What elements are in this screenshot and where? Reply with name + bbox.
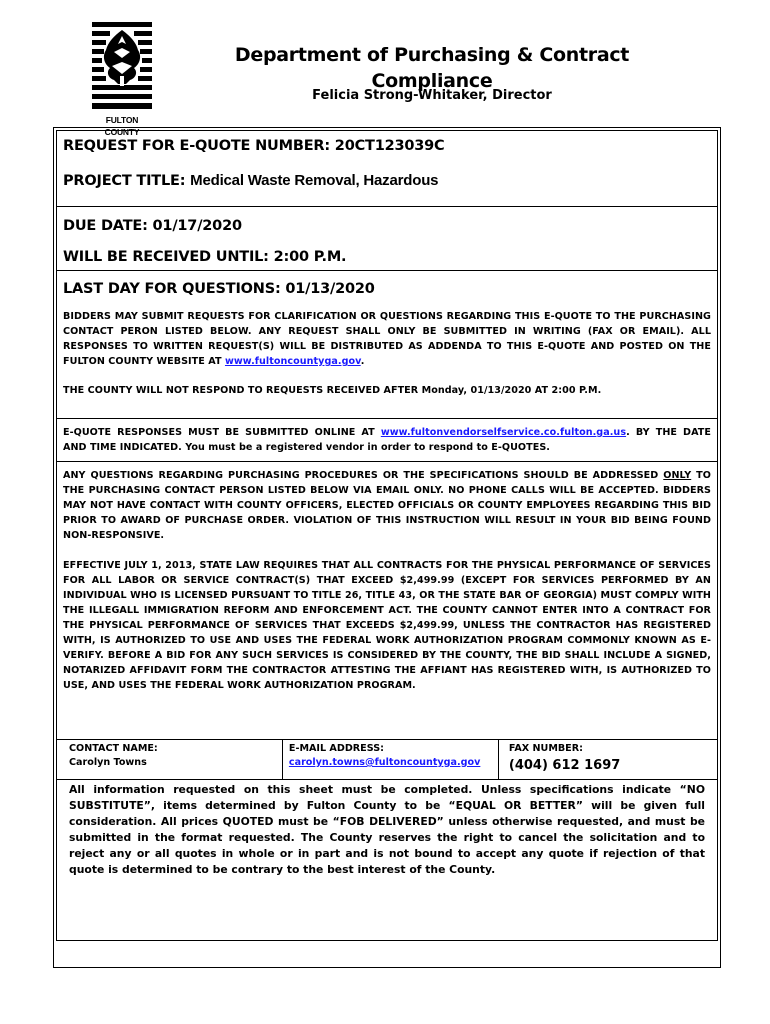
contact-section bbox=[57, 740, 717, 780]
submission-text: E-QUOTE RESPONSES MUST BE SUBMITTED ONLINE AT bbox=[63, 427, 381, 438]
quote-section bbox=[57, 131, 717, 207]
procedures-text-a: ANY QUESTIONS REGARDING PURCHASING PROCEDURES OR THE SPECIFICATIONS SHOULD BE ADDRESSED bbox=[63, 470, 664, 481]
contact-name-cell bbox=[63, 740, 283, 779]
project-label: PROJECT TITLE: bbox=[63, 173, 191, 189]
procedures-section bbox=[57, 462, 717, 740]
vendor-self-service-link[interactable]: www.fultonvendorselfservice.co.fulton.ga.us bbox=[380, 427, 627, 438]
email-cell bbox=[283, 740, 499, 779]
due-section bbox=[57, 207, 717, 271]
contact-name-value: Carolyn Towns bbox=[69, 757, 147, 768]
department-title: Department of Purchasing & Contract Compliance bbox=[234, 44, 630, 92]
procedures-text-b: TO THE PURCHASING CONTACT PERSON LISTED BELOW VIA EMAIL ONLY. NO PHONE CALLS WILL BE ACCEPTED. BIDDERS MAY NOT HAVE CONTACT WITH COUNTY OFFICERS, ELECTED OFFICIALS OR COUNTY EMPLOYEES REGARDING THIS BID PRIOR TO AWARD OF PURCHASE ORDER. VIOLATION OF THIS INSTRUCTION WILL RESULT IN YOUR BID BEING FOUND NON-RESPONSIVE. bbox=[63, 470, 711, 541]
only-emphasis: ONLY bbox=[663, 470, 692, 481]
terms-paragraph: All information requested on this sheet must be completed. Unless specifications indicate “NO SUBSTITUTE”, items determined by Fulton County to be “EQUAL OR BETTER” will be given full consideration. All prices QUOTED must be “FOB DELIVERED” unless otherwise requested, and must be submitted in the format requested. The County reserves the right to cancel the solicitation and to reject any or all quotes in whole or in part and is not bound to accept any quote if rejection of that quote is determined to be contrary to the best interest of the County. bbox=[69, 783, 705, 876]
last-day-questions: LAST DAY FOR QUESTIONS: 01/13/2020 bbox=[63, 281, 375, 297]
project-title: Medical Waste Removal, Hazardous bbox=[190, 172, 439, 189]
fulton-website-link[interactable]: www.fultoncountyga.gov bbox=[224, 356, 361, 367]
fulton-county-logo bbox=[88, 22, 156, 137]
questions-text: BIDDERS MAY SUBMIT REQUESTS FOR CLARIFICATION OR QUESTIONS REGARDING THIS E-QUOTE TO THE PURCHASING CONTACT PERON LISTED BELOW. ANY REQUEST SHALL ONLY BE SUBMITTED IN WRITING (FAX OR EMAIL). ALL RESPONSES TO WRITTEN REQUEST(S) WILL BE DISTRIBUTED AS ADDENDA TO THIS E-QUOTE AND POSTED ON THE FULTON COUNTY WEBSITE AT bbox=[63, 311, 711, 367]
contact-email-link[interactable]: carolyn.towns@fultoncountyga.gov bbox=[288, 757, 481, 768]
project-title-line bbox=[63, 171, 711, 191]
quote-number: REQUEST FOR E-QUOTE NUMBER: 20CT123039C bbox=[63, 138, 445, 154]
email-label: E-MAIL ADDRESS: bbox=[288, 743, 384, 754]
fax-number: (404) 612 1697 bbox=[508, 758, 621, 773]
questions-text-end: . bbox=[360, 356, 365, 367]
submission-section bbox=[57, 419, 717, 462]
contact-name-label: CONTACT NAME: bbox=[69, 743, 158, 754]
no-response-notice: THE COUNTY WILL NOT RESPOND TO REQUESTS RECEIVED AFTER Monday, 01/13/2020 AT 2:00 P.M. bbox=[63, 385, 602, 396]
page-header bbox=[0, 0, 770, 137]
logo-emblem-icon bbox=[88, 22, 156, 114]
fax-cell bbox=[499, 740, 711, 779]
due-date: DUE DATE: 01/17/2020 bbox=[63, 218, 242, 234]
director-name: Felicia Strong-Whitaker, Director bbox=[312, 88, 552, 103]
terms-section bbox=[57, 780, 717, 940]
fax-label: FAX NUMBER: bbox=[508, 743, 583, 754]
form-body bbox=[56, 130, 718, 941]
logo-caption: FULTON COUNTY bbox=[104, 115, 140, 137]
submission-text-end: . BY THE DATE AND TIME INDICATED. You must be a registered vendor in order to respond to E-QUOTES. bbox=[63, 427, 712, 453]
questions-paragraph bbox=[63, 309, 711, 369]
e-verify-paragraph: EFFECTIVE JULY 1, 2013, STATE LAW REQUIRES THAT ALL CONTRACTS FOR THE PHYSICAL PERFORMANCE OF SERVICES FOR ALL LABOR OR SERVICE CONTRACT(S) THAT EXCEED $2,499.99 (EXCEPT FOR SERVICES PERFORMED BY AN INDIVIDUAL WHO IS LICENSED PURSUANT TO TITLE 26, TITLE 43, OR THE STATE BAR OF GEORGIA) MUST COMPLY WITH THE ILLEGALL IMMIGRATION REFORM AND ENFORCEMENT ACT. THE COUNTY CANNOT ENTER INTO A CONTRACT FOR THE PHYSICAL PERFORMANCE OF SERVICES THAT EXCEEDS $2,499.99, UNLESS THE CONTRACTOR HAS REGISTERED WITH, IS AUTHORIZED TO USE AND USES THE FEDERAL WORK AUTHORIZATION PROGRAM COMMONLY KNOWN AS E-VERIFY. BEFORE A BID FOR ANY SUCH SERVICES IS CONSIDERED BY THE COUNTY, THE BID SHALL INCLUDE A SIGNED, NOTARIZED AFFIDAVIT FORM THE CONTRACTOR ATTESTING THE AFFIANT HAS REGISTERED WITH, IS AUTHORIZED TO USE, AND USES THE FEDERAL WORK AUTHORIZATION PROGRAM. bbox=[63, 560, 711, 691]
questions-section bbox=[57, 271, 717, 419]
received-until: WILL BE RECEIVED UNTIL: 2:00 P.M. bbox=[63, 249, 347, 265]
submission-paragraph bbox=[63, 425, 711, 455]
procedures-paragraph bbox=[63, 468, 711, 543]
